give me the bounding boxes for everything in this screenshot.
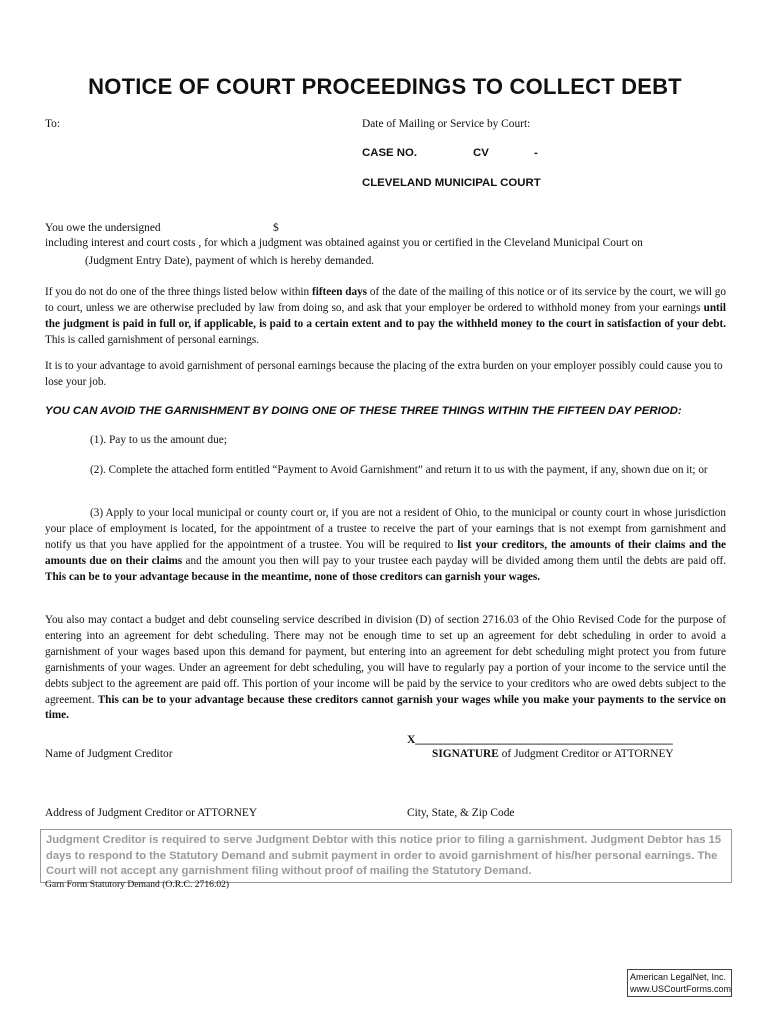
case-cv-label: CV xyxy=(473,147,489,159)
court-name: CLEVELAND MUNICIPAL COURT xyxy=(362,177,541,189)
option-3 xyxy=(45,506,726,586)
avoid-heading: YOU CAN AVOID THE GARNISHMENT BY DOING ONE OF THESE THREE THINGS WITHIN THE FIFTEEN DAY PERIOD: xyxy=(45,405,682,417)
fifteen-text-2: of the date of the mailing of this notice or of its service by the court, we will go to court, unless we are otherwise precluded by law from doing so, and ask that your employer be ordered to withhold money from your earnings xyxy=(45,286,726,314)
signature-line[interactable]: X______________________________________________ xyxy=(407,733,673,746)
option-1: (1). Pay to us the amount due; xyxy=(90,434,227,446)
address-label: Address of Judgment Creditor or ATTORNEY xyxy=(45,807,258,819)
service-requirement-notice: Judgment Creditor is required to serve Judgment Debtor with this notice prior to filing a garnishment. Judgment Debtor has 15 days to respond to the Statutory Demand and submit payment in order to avoid garnishment of his/her personal earnings. The Court will not accept any garnishment filing without proof of mailing the Statutory Demand. xyxy=(40,829,732,883)
case-no-dash: - xyxy=(534,147,538,159)
signature-label xyxy=(432,748,674,760)
option-3-bold-2: This can be to your advantage because in the meantime, none of those creditors can garnish your wages. xyxy=(45,570,541,583)
publisher-name: American LegalNet, Inc. xyxy=(630,972,727,982)
counseling-text: You also may contact a budget and debt counseling service described in division (D) of section 2716.03 of the Ohio Revised Code for the purpose of entering into an agreement for debt scheduling. There may not be enough time to set up an agreement for debt scheduling in order to avoid a garnishment of your wages based upon this demand for payment, but entering into an agreement for debt scheduling might protect you from future garnishments of your wages. Under an agreement for debt scheduling, you will have to regularly pay a portion of your income to the service until the debts subject to the agreement are paid off. This portion of your income will be paid by the service to your creditors who are owed debts subject to the agreement. xyxy=(45,614,726,706)
fifteen-days-bold: fifteen days xyxy=(311,286,368,298)
page-title: NOTICE OF COURT PROCEEDINGS TO COLLECT DEBT xyxy=(88,74,682,99)
owe-line-3: (Judgment Entry Date), payment of which is hereby demanded. xyxy=(85,255,375,267)
option-2: (2). Complete the attached form entitled “Payment to Avoid Garnishment” and return it to us with the payment, if any, shown due on it; or xyxy=(90,464,708,476)
owe-line-1: You owe the undersigned xyxy=(45,222,161,234)
form-identifier: Garn Form Statutory Demand (O.R.C. 2716.02) xyxy=(45,879,230,890)
paragraph-fifteen-days xyxy=(45,285,726,349)
creditor-name-label: Name of Judgment Creditor xyxy=(45,748,173,760)
paragraph-counseling xyxy=(45,613,726,724)
signature-rest: of Judgment Creditor or ATTORNEY xyxy=(498,748,674,760)
publisher-url[interactable]: www.USCourtForms.com xyxy=(630,984,732,994)
owe-line-2: including interest and court costs , for which a judgment was obtained against you or certified in the Cleveland Municipal Court on xyxy=(45,237,643,249)
publisher-footer xyxy=(627,969,732,997)
counseling-bold: This can be to your advantage because these creditors cannot garnish your wages while you make your payments to the service on time. xyxy=(45,693,726,722)
case-no-label: CASE NO. xyxy=(362,147,418,159)
mailing-date-label: Date of Mailing or Service by Court: xyxy=(362,118,531,130)
owe-dollar: $ xyxy=(273,222,279,234)
paragraph-advantage: It is to your advantage to avoid garnishment of personal earnings because the placing of the extra burden on your employer possibly could cause you to lose your job. xyxy=(45,360,723,388)
option-3-text-2: and the amount you then will pay to your trustee each payday will be divided among them until the debts are paid off. xyxy=(182,554,726,567)
to-label: To: xyxy=(45,118,61,130)
signature-bold: SIGNATURE xyxy=(432,748,499,760)
fifteen-text-3: This is called garnishment of personal earnings. xyxy=(45,333,260,346)
fifteen-text-bold-2: until the judgment is paid in full or, if applicable, is paid to a certain extent and to pay the withheld money to the court in satisfaction of your debt. xyxy=(45,301,726,330)
city-state-zip-label: City, State, & Zip Code xyxy=(407,807,515,819)
fifteen-text-1: If you do not do one of the three things listed below within xyxy=(45,286,312,298)
option-3-text-1: (3) Apply to your local municipal or county court or, if you are not a resident of Ohio, to the municipal or county court in whose jurisdiction your place of employment is located, for the appointment of a trustee to receive the part of your earnings that is not exempt from garnishment and notify us that you have applied for the appointment of a trustee. You will be required to xyxy=(45,507,726,551)
option-3-bold-1: list your creditors, the amounts of their claims and the amounts due on their claims xyxy=(45,538,727,567)
